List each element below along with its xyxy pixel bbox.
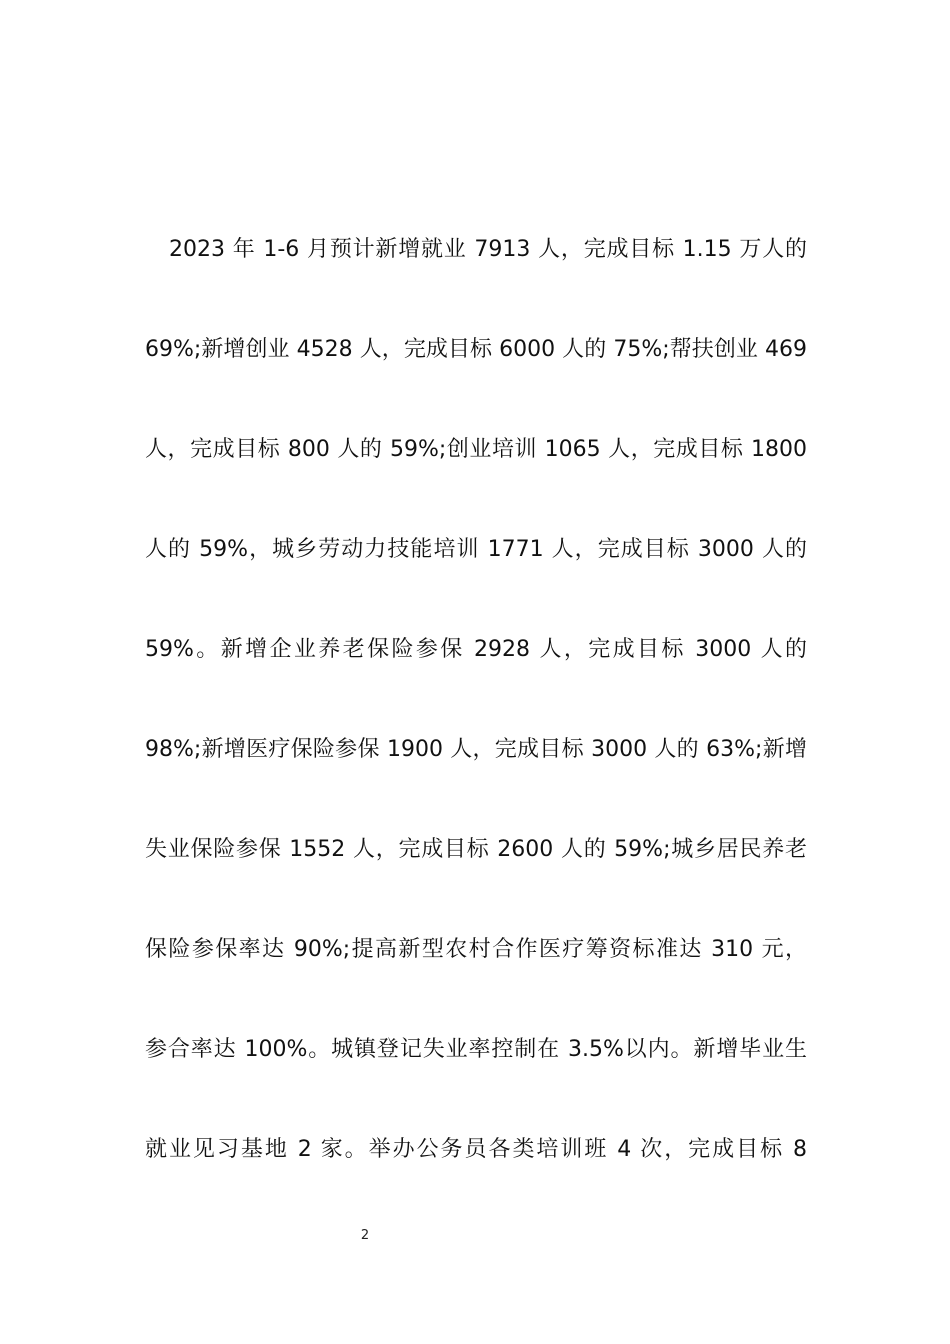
text-line: 参合率达 100%。城镇登记失业率控制在 3.5%以内。新增毕业生 — [145, 1037, 807, 1062]
text-line: 保险参保率达 90%;提高新型农村合作医疗筹资标准达 310 元， — [145, 937, 807, 962]
text-line: 就业见习基地 2 家。举办公务员各类培训班 4 次，完成目标 8 — [145, 1137, 807, 1162]
text-line: 人，完成目标 800 人的 59%;创业培训 1065 人，完成目标 1800 — [145, 437, 807, 462]
text-line: 98%;新增医疗保险参保 1900 人，完成目标 3000 人的 63%;新增 — [145, 737, 807, 762]
text-line: 59%。新增企业养老保险参保 2928 人，完成目标 3000 人的 — [145, 637, 807, 662]
text-line: 失业保险参保 1552 人，完成目标 2600 人的 59%;城乡居民养老 — [145, 837, 807, 862]
body-paragraph — [145, 225, 807, 1225]
page-number: 2 — [360, 1228, 370, 1243]
text-line: 人的 59%，城乡劳动力技能培训 1771 人，完成目标 3000 人的 — [145, 537, 807, 562]
text-line: 2023 年 1-6 月预计新增就业 7913 人，完成目标 1.15 万人的 — [169, 237, 807, 262]
text-line: 69%;新增创业 4528 人，完成目标 6000 人的 75%;帮扶创业 469 — [145, 337, 807, 362]
